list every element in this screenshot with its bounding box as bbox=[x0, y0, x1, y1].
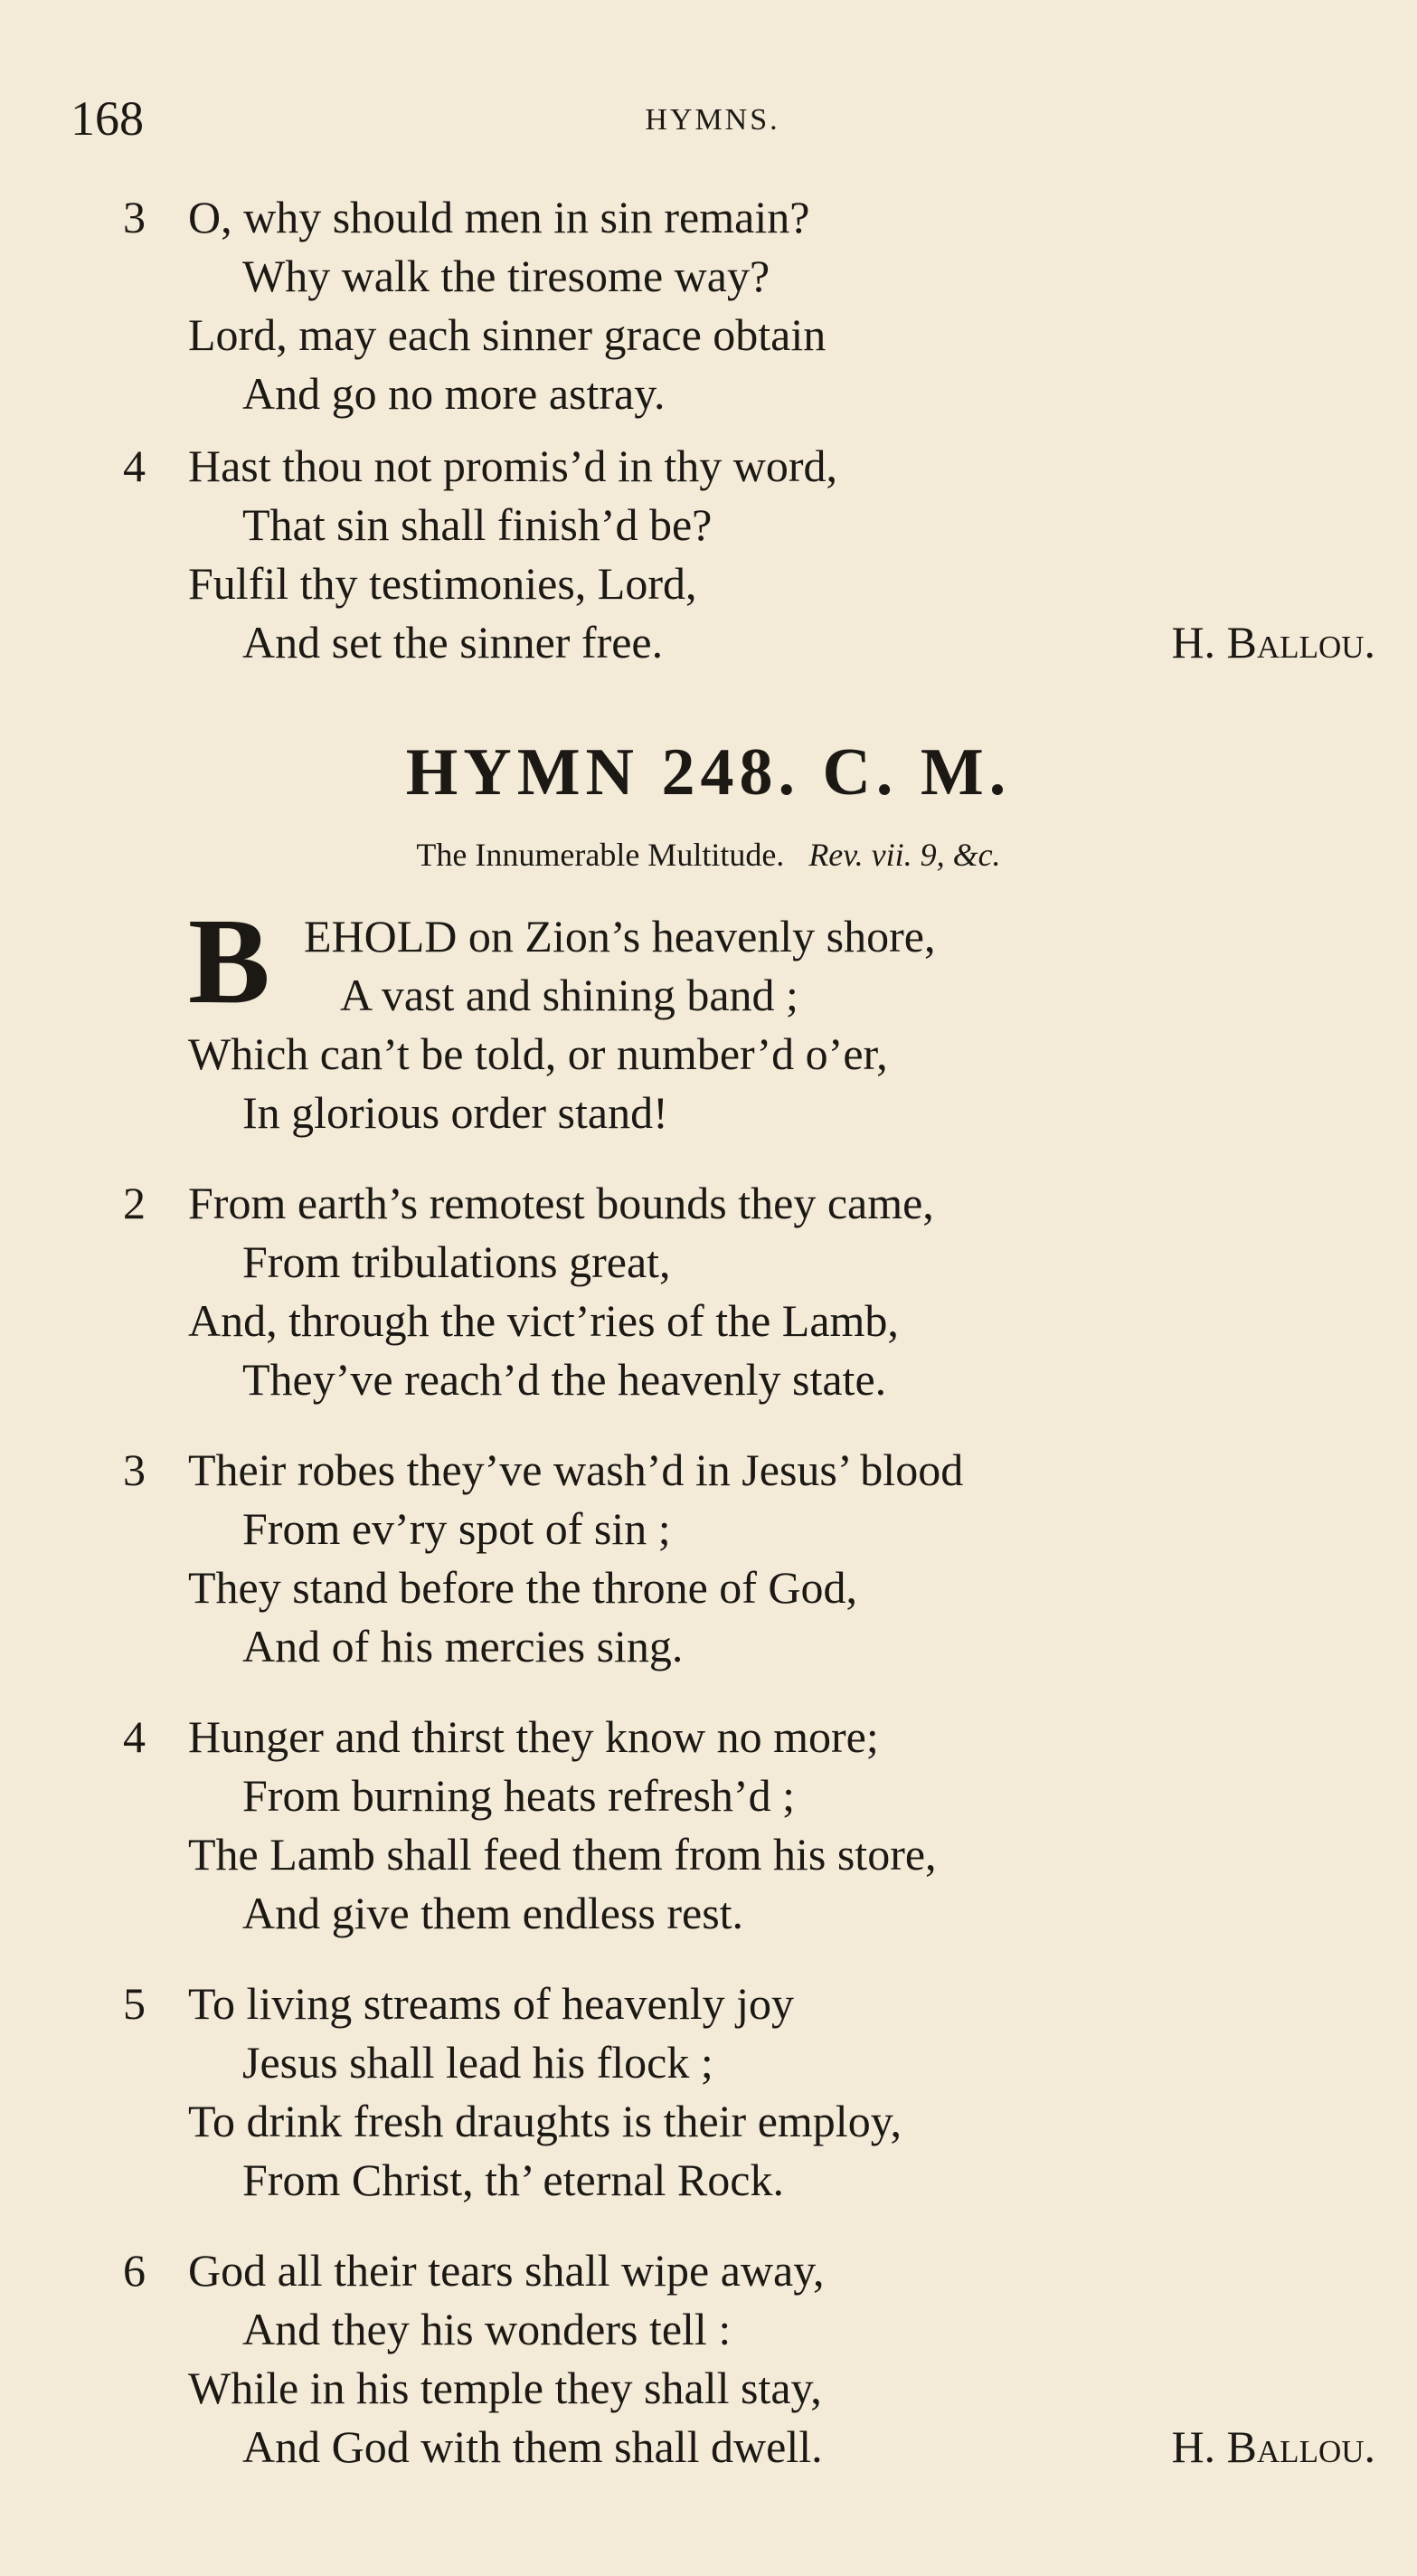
verse-line: Lord, may each sinner grace obtain bbox=[188, 309, 827, 360]
verse-line: Fulfil thy testimonies, Lord, bbox=[188, 558, 697, 609]
verse-line: From tribulations great, bbox=[242, 1236, 671, 1287]
page-number: 168 bbox=[71, 91, 144, 146]
verse-line: While in his temple they shall stay, bbox=[188, 2363, 822, 2413]
verse-line: From burning heats refresh’d ; bbox=[242, 1770, 795, 1821]
verse-line: Their robes they’ve wash’d in Jesus’ blood bbox=[188, 1444, 964, 1495]
scripture-reference: Rev. vii. 9, &c. bbox=[808, 837, 1001, 873]
stanza-number: 4 bbox=[123, 1711, 146, 1762]
verse-line: In glorious order stand! bbox=[242, 1087, 668, 1138]
verse-line: EHOLD on Zion’s heavenly shore, bbox=[304, 911, 936, 961]
verse-line: Hunger and thirst they know no more; bbox=[188, 1711, 879, 1762]
verse-line: And set the sinner free. bbox=[242, 617, 664, 668]
stanza-number: 4 bbox=[123, 440, 146, 491]
drop-cap: B bbox=[188, 894, 270, 1029]
hymn-title: HYMN 248. C. M. bbox=[405, 735, 1012, 810]
stanza-number: 6 bbox=[123, 2245, 146, 2296]
verse-line: God all their tears shall wipe away, bbox=[188, 2245, 825, 2296]
stanza-number: 3 bbox=[123, 1444, 146, 1495]
verse-line: And they his wonders tell : bbox=[242, 2304, 732, 2354]
author-attribution: H. Ballou. bbox=[1171, 2421, 1375, 2472]
stanza-number: 5 bbox=[123, 1978, 146, 2029]
verse-line: Which can’t be told, or number’d o’er, bbox=[188, 1028, 888, 1079]
verse-line: And give them endless rest. bbox=[242, 1888, 744, 1938]
verse-line: That sin shall finish’d be? bbox=[242, 499, 713, 550]
hymn-subtitle bbox=[0, 836, 1417, 874]
verse-line: To drink fresh draughts is their employ, bbox=[188, 2096, 902, 2146]
verse-line: And, through the vict’ries of the Lamb, bbox=[188, 1295, 899, 1346]
verse-line: To living streams of heavenly joy bbox=[188, 1978, 794, 2029]
verse-line: And God with them shall dwell. bbox=[242, 2421, 823, 2472]
verse-line: From Christ, th’ eternal Rock. bbox=[242, 2155, 784, 2205]
verse-line: The Lamb shall feed them from his store, bbox=[188, 1829, 937, 1880]
running-head: HYMNS. bbox=[645, 103, 780, 137]
subtitle-text: The Innumerable Multitude. bbox=[416, 837, 785, 873]
verse-line: Hast thou not promis’d in thy word, bbox=[188, 440, 838, 491]
stanza-number: 2 bbox=[123, 1178, 146, 1228]
verse-line: They stand before the throne of God, bbox=[188, 1562, 858, 1613]
verse-line: From ev’ry spot of sin ; bbox=[242, 1503, 671, 1554]
verse-line: O, why should men in sin remain? bbox=[188, 192, 810, 242]
stanza-number: 3 bbox=[123, 192, 146, 242]
verse-line: And go no more astray. bbox=[242, 368, 666, 419]
verse-line: Why walk the tiresome way? bbox=[242, 251, 770, 301]
page-header bbox=[71, 90, 1355, 154]
verse-line: From earth’s remotest bounds they came, bbox=[188, 1178, 934, 1228]
verse-line: Jesus shall lead his flock ; bbox=[242, 2037, 713, 2088]
verse-line: A vast and shining band ; bbox=[340, 970, 798, 1020]
verse-line: They’ve reach’d the heavenly state. bbox=[242, 1354, 887, 1405]
author-attribution: H. Ballou. bbox=[1171, 617, 1375, 668]
verse-line: And of his mercies sing. bbox=[242, 1621, 684, 1672]
